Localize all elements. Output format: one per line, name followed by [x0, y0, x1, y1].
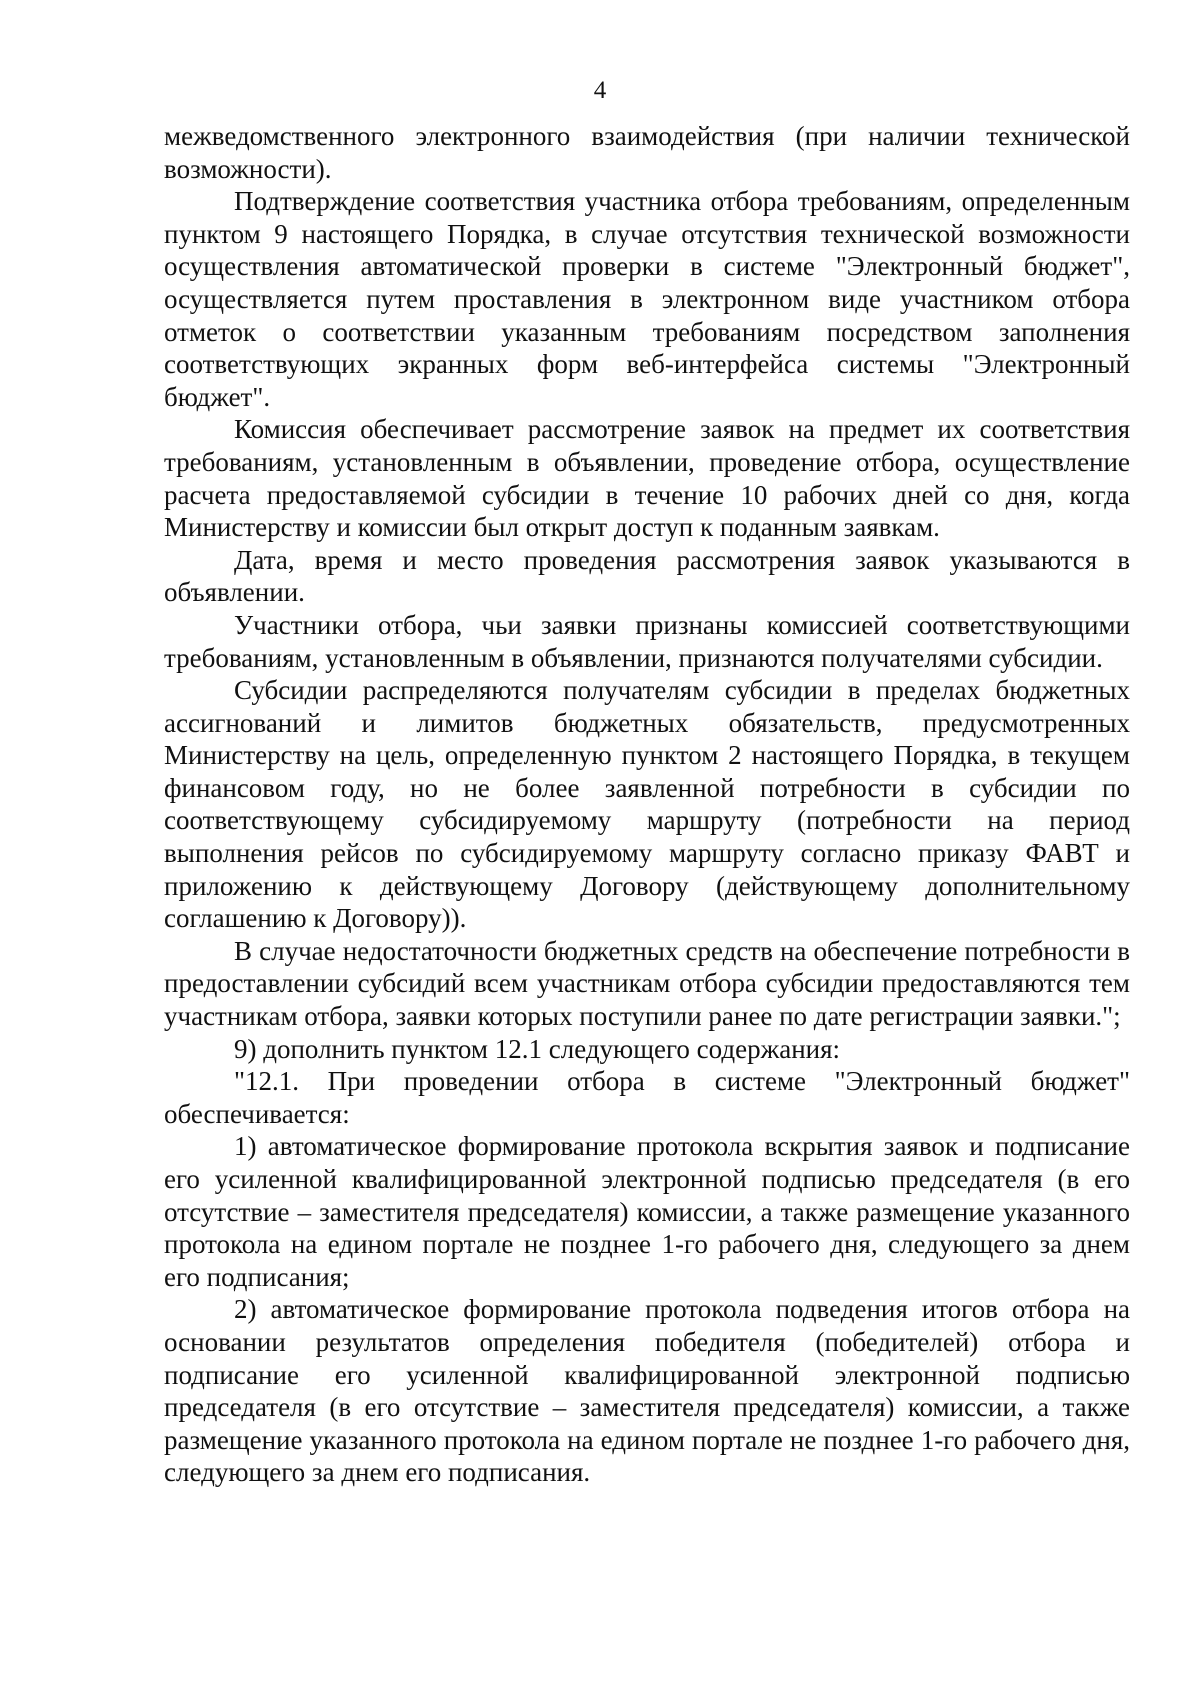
list-item-1: 1) автоматическое формирование протокола вскрытия заявок и подписание его усиленной квалифицированной электронной подписью председателя (в его отсутствие – заместителя председателя) комиссии, а также размещение указанного протокола на едином портале не позднее 1-го рабочего дня, следующего за днем его подписания; [164, 1131, 1130, 1292]
paragraph-confirmation: Подтверждение соответствия участника отбора требованиям, определенным пунктом 9 настоящего Порядка, в случае отсутствия технической возможности осуществления автоматической проверки в системе "Электронный бюджет", осуществляется путем проставления в электронном виде участником отбора отметок о соответствии указанным требованиям посредством заполнения соответствующих экранных форм веб-интерфейса системы "Электронный бюджет". [164, 186, 1130, 412]
paragraph-insufficiency: В случае недостаточности бюджетных средств на обеспечение потребности в предоставлении субсидий всем участникам отбора субсидии предоставляются тем участникам отбора, заявки которых поступили ранее по дате регистрации заявки."; [164, 935, 1130, 1032]
paragraph-commission: Комиссия обеспечивает рассмотрение заявок на предмет их соответствия требованиям, установленным в объявлении, проведение отбора, осуществление расчета предоставляемой субсидии в течение 10 рабочих дней со дня, когда Министерству и комиссии был открыт доступ к поданным заявкам. [164, 414, 1130, 543]
paragraph-amendment-9: 9) дополнить пунктом 12.1 следующего содержания: [234, 1033, 841, 1064]
page-number: 4 [593, 77, 607, 104]
list-item-2: 2) автоматическое формирование протокола подведения итогов отбора на основании результатов определения победителя (победителей) отбора и подписание его усиленной квалифицированной электронной подписью председателя (в его отсутствие – заместителя председателя) комиссии, а также размещение указанного протокола на едином портале не позднее 1-го рабочего дня, следующего за днем его подписания. [164, 1294, 1130, 1488]
paragraph-distribution: Субсидии распределяются получателям субсидии в пределах бюджетных ассигнований и лимитов бюджетных обязательств, предусмотренных Министерству на цель, определенную пунктом 2 настоящего Порядка, в текущем финансовом году, но не более заявленной потребности в субсидии по соответствующему субсидируемому маршруту (потребности на период выполнения рейсов по субсидируемому маршруту согласно приказу ФАВТ и приложению к действующему Договору (действующему дополнительному соглашению к Договору)). [164, 675, 1130, 934]
paragraph-date-time-place: Дата, время и место проведения рассмотрения заявок указываются в объявлении. [164, 544, 1130, 608]
document-body [164, 120, 1130, 1489]
paragraph-12-1: "12.1. При проведении отбора в системе "Электронный бюджет" обеспечивается: [164, 1066, 1130, 1129]
paragraph-continuation: межведомственного электронного взаимодействия (при наличии технической возможности). [164, 121, 1130, 184]
paragraph-participants: Участники отбора, чьи заявки признаны комиссией соответствующими требованиям, установленным в объявлении, признаются получателями субсидии. [164, 609, 1130, 673]
